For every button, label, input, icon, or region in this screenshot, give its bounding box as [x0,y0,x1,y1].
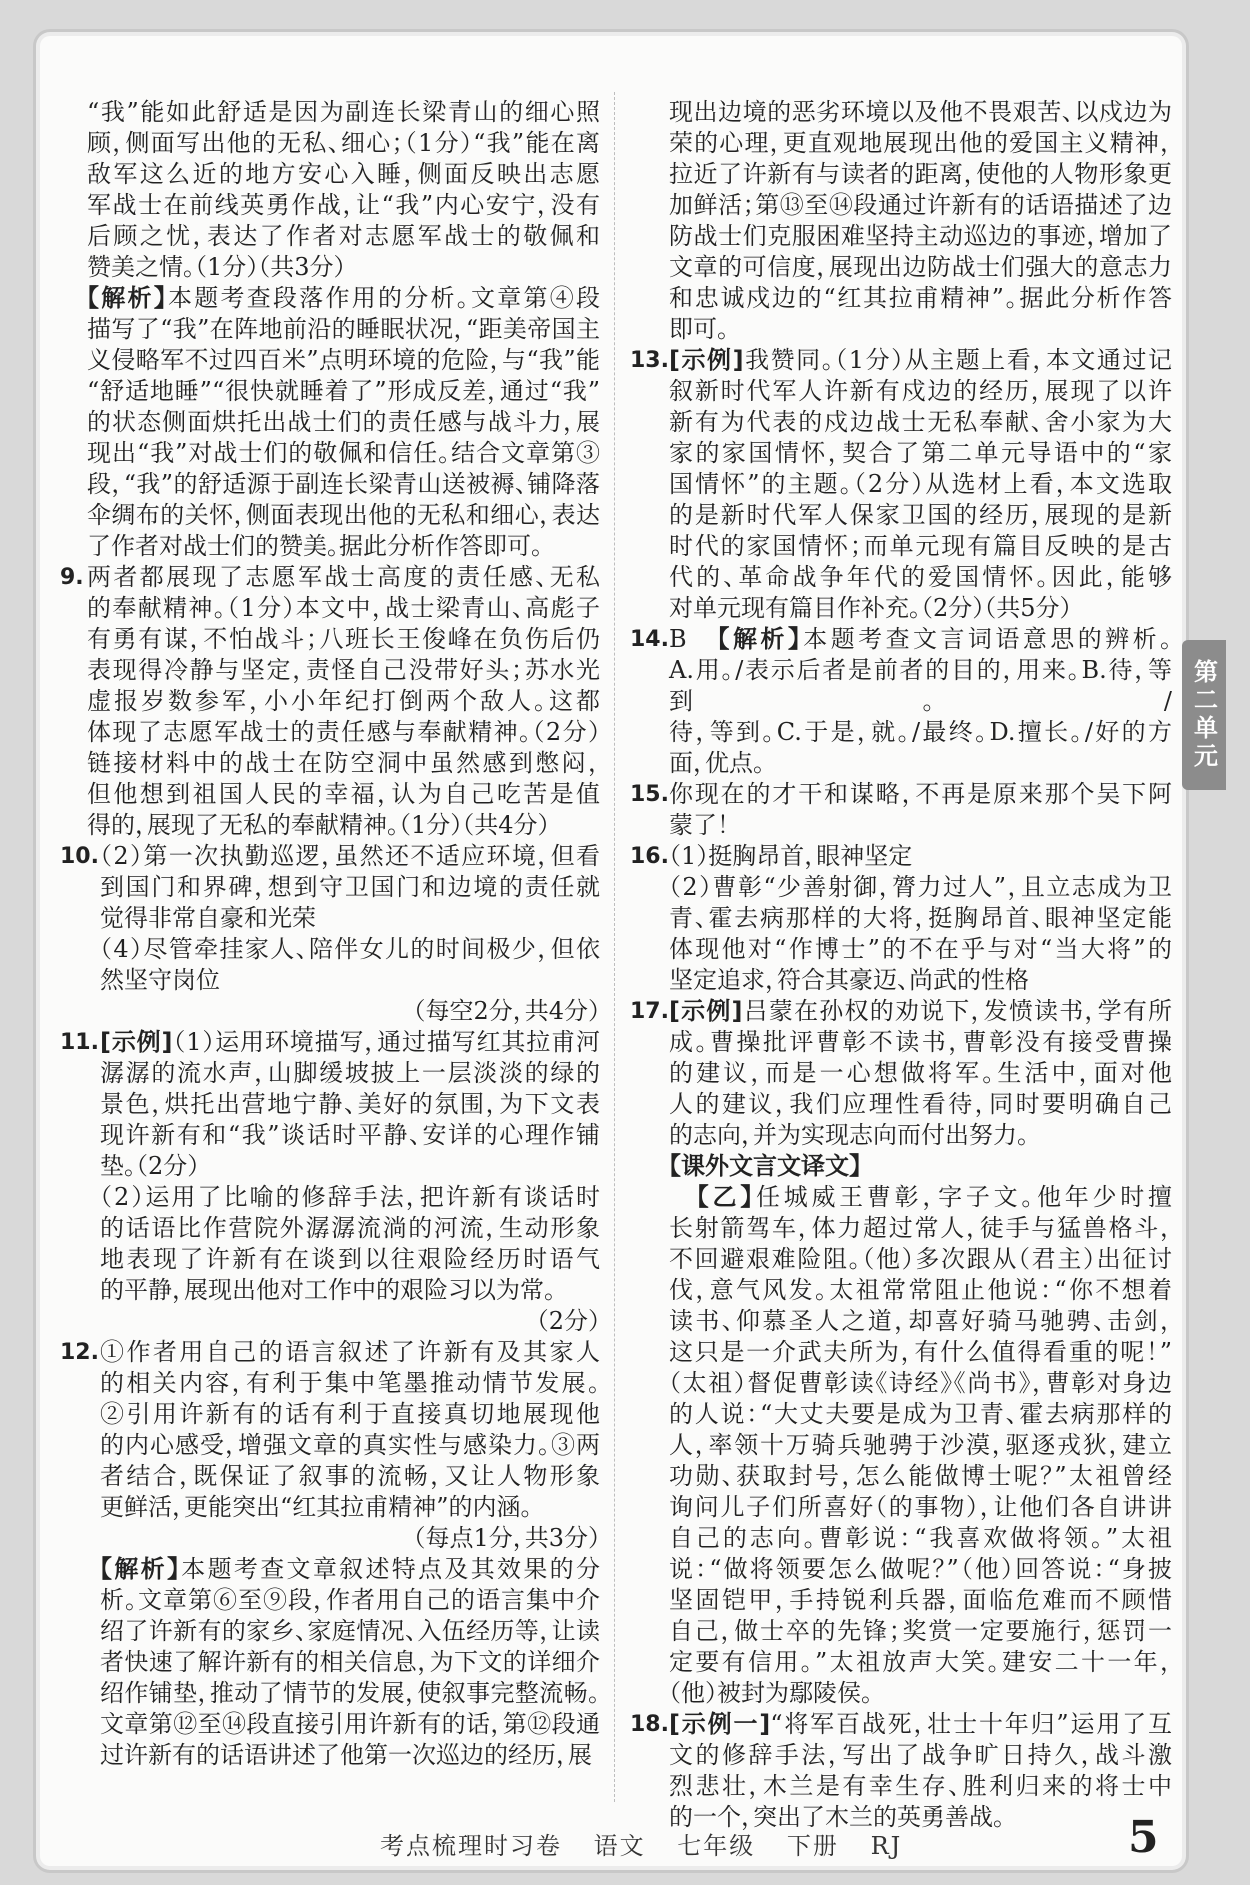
text-line [87,624,600,655]
line-text: 长射箭驾车，体力超过常人，徒手与猛兽格斗， [669,1214,1172,1242]
bold-label: [示例] [100,1028,173,1056]
line-text: 自己，做士卒的先锋；奖赏一定要施行，惩罚一 [669,1617,1172,1645]
text-line [669,1275,1172,1306]
text-line [87,748,600,779]
line-text: 叙新时代军人许新有戍边的经历，展现了以许 [669,377,1172,405]
line-text: A.用。/表示后者是前者的目的，用来。B.待，等到。/ [669,656,1172,715]
text-line [669,655,1172,717]
question-number: 17. [630,999,669,1024]
text-line [87,438,600,469]
line-text: 的相关内容，有利于集中笔墨推动情节发展。 [100,1369,600,1397]
text-line [87,190,600,221]
footer-edition: RJ [870,1832,903,1860]
text-line [669,345,1172,376]
line-text: 了作者对战士们的赞美。据此分析作答即可。 [87,532,543,560]
line-text: 的人说：“大丈夫要是成为卫青、霍去病那样的 [669,1400,1172,1428]
text-line [87,686,600,717]
line-text: 加鲜活；第⑬至⑭段通过许新有的话语描述了边 [669,191,1172,219]
text-line [669,1120,1172,1151]
line-text: 功勋、获取封号，怎么能做博士呢？”太祖曾经 [669,1462,1172,1490]
question-number: 14. [630,627,669,652]
text-line [669,748,1172,779]
text-line [669,221,1172,252]
line-text: 烈悲壮，木兰是有幸生存、胜利归来的将士中 [669,1772,1172,1800]
line-text: （每空2分，共4分） [413,997,600,1025]
line-text: 新有为代表的戍边战士无私奉献、舍小家为大 [669,408,1172,436]
text-line [669,314,1172,345]
text-line [669,1368,1172,1399]
answer-paragraph [87,562,600,841]
line-text: 地表现了许新有在谈到以往艰险经历时语气 [100,1245,600,1273]
line-text: 不回避艰难险阻。（他）多次跟从（君主）出征讨 [669,1245,1172,1273]
line-text: 到国门和界碑，想到守卫国门和边境的责任就 [100,873,600,901]
footer-grade: 七年级 [677,1832,756,1860]
line-text: （1）挺胸昂首，眼神坚定 [669,842,913,870]
answer-item [630,624,1172,779]
answer-item [630,996,1172,1709]
answer-paragraph [669,1151,1172,1182]
line-text: 潺潺的流水声，山脚缓坡披上一层淡淡的绿的 [100,1059,600,1087]
line-text: 的一个，突出了木兰的英勇善战。 [669,1803,1005,1831]
bold-label: [示例] [669,997,743,1025]
line-text: 本题考查文言词语意思的辨析。 [803,625,1173,653]
text-line [87,717,600,748]
line-text: 得的，展现了无私的奉献精神。（1分）（共4分） [87,811,550,839]
text-line [100,1647,600,1678]
line-text: ①作者用自己的语言叙述了许新有及其家人 [100,1338,600,1366]
answer-paragraph [100,1337,600,1523]
question-number: 10. [60,844,99,869]
text-line [87,376,600,407]
line-text: 军战士在前线英勇作战，让“我”内心安宁，没有 [87,191,600,219]
text-line [669,500,1172,531]
text-line [100,1368,600,1399]
text-line [100,1213,600,1244]
line-text: 待，等到。C.于是，就。/最终。D.擅长。/好的方 [669,718,1172,746]
answer-paragraph [669,624,1172,779]
line-text: 绍了许新有的家乡、家庭情况、入伍经历等，让读 [100,1617,600,1645]
text-line [669,1306,1172,1337]
text-line [669,965,1172,996]
line-text: （1）运用环境描写，通过描写红其拉甫河 [172,1028,600,1056]
bold-label: 【解析】 [717,625,804,653]
text-line [87,655,600,686]
text-line [669,1151,1172,1182]
line-text: 自己的志向。曹彰说：“我喜欢做将领。”太祖 [669,1524,1172,1552]
line-text: 人的建议，我们应理性看待，同时要明确自己 [669,1090,1172,1118]
text-line [669,1585,1172,1616]
line-text: 询问儿子们所喜好（的事物），让他们各自讲讲 [669,1493,1172,1521]
left-column [60,97,600,1771]
text-line [100,903,600,934]
unit-tab: 第二单元 [1182,640,1226,790]
line-text: 代的、革命战争年代的爱国情怀。因此，能够 [669,563,1172,591]
text-line [87,779,600,810]
text-line [669,1399,1172,1430]
line-text: 文的修辞手法，写出了战争旷日持久，战斗激 [669,1741,1172,1769]
text-line [87,128,600,159]
answer-paragraph [669,1182,1172,1709]
text-line [669,562,1172,593]
line-text: 敌军这么近的地方安心入睡，侧面反映出志愿 [87,160,600,188]
answer-paragraph [100,1182,600,1306]
line-text: 坚定追求，符合其豪迈、尚武的性格 [669,966,1029,994]
line-text: （2）曹彰“少善射御，膂力过人”，且立志成为卫 [669,873,1172,901]
line-text: 景色，烘托出营地宁静、美好的氛围，为下文表 [100,1090,600,1118]
text-line [669,1709,1172,1740]
line-text: 防战士们克服困难坚持主动巡边的事迹，增加了 [669,222,1172,250]
column-divider [614,92,615,1802]
line-text: 义侵略军不过四百米”点明环境的危险，与“我”能 [87,346,600,374]
text-line [100,1740,600,1771]
text-line [669,1523,1172,1554]
line-text: 链接材料中的战士在防空洞中虽然感到憋闷， [87,749,600,777]
line-text: 的建议，而是一心想做将军。生活中，面对他 [669,1059,1172,1087]
text-line [87,221,600,252]
line-text: ②引用许新有的话有利于直接真切地展现他 [100,1400,600,1428]
line-text: （2）第一次执勤巡逻，虽然还不适应环境，但看 [100,842,600,870]
line-text: 说：“做将领要怎么做呢？”（他）回答说：“身披 [669,1555,1172,1583]
line-text: 面，优点。 [669,749,765,777]
text-line [669,97,1172,128]
line-text: 时代的家国情怀；而单元现有篇目反映的是古 [669,532,1172,560]
bold-label: 【解析】 [87,284,168,312]
text-line [669,1089,1172,1120]
text-line [100,841,600,872]
text-line [669,1492,1172,1523]
line-text: 的奉献精神。（1分）本文中，战士梁青山、高彪子 [87,594,600,622]
line-text: 伐，意气风发。太祖常常阻止他说：“你不想着 [669,1276,1172,1304]
line-text: 文章的可信度，展现出边防战士们强大的意志力 [669,253,1172,281]
answer-paragraph [100,1554,600,1771]
answer-continuation [60,97,600,562]
line-text: 现许新有和“我”谈话时平静、安详的心理作铺 [100,1121,600,1149]
text-line [669,159,1172,190]
text-line [669,810,1172,841]
line-text: “将军百战死，壮士十年归”运用了互 [770,1710,1173,1738]
answer-paragraph [100,841,600,934]
answer-item [60,1337,600,1771]
text-line [669,190,1172,221]
answer-paragraph [669,841,1172,872]
text-line [87,562,600,593]
line-text: 体现了志愿军战士的责任感与奉献精神。（2分） [87,718,600,746]
line-text: 两者都展现了志愿军战士高度的责任感、无私 [87,563,600,591]
text-line [100,1027,600,1058]
line-text: 虚报岁数参军，小小年纪打倒两个敌人。这都 [87,687,600,715]
line-text: 现出“我”对战士们的敬佩和信任。结合文章第③ [87,439,600,467]
line-text: 赞美之情。（1分）（共3分） [87,253,346,281]
answer-paragraph [100,1027,600,1182]
answer-continuation [630,97,1172,345]
line-text: 你现在的才干和谋略，不再是原来那个吴下阿 [669,780,1172,808]
text-line [669,438,1172,469]
text-line [100,1554,600,1585]
line-text: 青、霍去病那样的大将，挺胸昂首、眼神坚定能 [669,904,1172,932]
text-line [100,1244,600,1275]
text-line [669,1616,1172,1647]
answer-item [60,841,600,1027]
page-number: 5 [1128,1812,1159,1863]
line-text: 的内心感受，增强文章的真实性与感染力。③两 [100,1431,600,1459]
line-text: 的话语比作营院外潺潺流淌的河流，生动形象 [100,1214,600,1242]
text-line [669,531,1172,562]
text-line [100,1306,600,1337]
line-text: 坚固铠甲，手持锐利兵器，面临危难而不顾惜 [669,1586,1172,1614]
footer-book: 考点梳理时习卷 [380,1832,562,1860]
line-text: 家的家国情怀，契合了第二单元导语中的“家 [669,439,1172,467]
line-text: 对单元现有篇目作补充。（2分）（共5分） [669,594,1072,622]
text-line [100,1678,600,1709]
question-number: 15. [630,782,669,807]
footer-subject: 语文 [593,1832,646,1860]
line-text: 成。曹操批评曹彰不读书，曹彰没有接受曹操 [669,1028,1172,1056]
line-text: 拉近了许新有与读者的距离，使他的人物形象更 [669,160,1172,188]
line-text: 者快速了解许新有的相关信息，为下文的详细介 [100,1648,600,1676]
text-line [669,996,1172,1027]
text-line [87,283,600,314]
text-line [87,810,600,841]
line-text: 后顾之忧，表达了作者对志愿军战士的敬佩和 [87,222,600,250]
answer-paragraph [669,996,1172,1151]
text-line [669,903,1172,934]
footer-volume: 下册 [786,1832,839,1860]
text-line [87,593,600,624]
text-line [669,469,1172,500]
bold-label: [示例一] [669,1710,771,1738]
text-line [100,1089,600,1120]
answer-paragraph [100,934,600,996]
line-prefix: B [669,625,718,653]
line-text: 者结合，既保证了叙事的流畅，又让人物形象 [100,1462,600,1490]
bold-label: 【乙】 [696,1183,756,1211]
line-text: “我”能如此舒适是因为副连长梁青山的细心照 [87,98,600,126]
text-line [87,252,600,283]
answer-item [60,1027,600,1337]
answer-paragraph [87,283,600,562]
answer-paragraph [669,1709,1172,1833]
text-line [100,1585,600,1616]
line-text: “舒适地睡”“很快就睡着了”形成反差，通过“我” [87,377,600,405]
text-line [100,1182,600,1213]
text-line [100,934,600,965]
text-line [100,1430,600,1461]
text-line [87,407,600,438]
line-text: （他）被封为鄢陵侯。 [669,1679,873,1707]
line-prefix [669,1183,697,1211]
text-line [669,1058,1172,1089]
text-line [100,1151,600,1182]
line-text: 人，率领十万骑兵驰骋于沙漠，驱逐戎狄，建立 [669,1431,1172,1459]
text-line [669,128,1172,159]
right-column [630,97,1172,1833]
line-text: 和忠诚戍边的“红其拉甫精神”。据此分析作答 [669,284,1172,312]
question-number: 13. [630,348,669,373]
line-text: 国情怀”的主题。（2分）从选材上看，本文选取 [669,470,1172,498]
text-line [100,1461,600,1492]
answer-paragraph [669,779,1172,841]
bold-label: 【课外文言文译文】 [669,1152,861,1180]
line-text: 我赞同。（1分）从主题上看，本文通过记 [743,346,1172,374]
bold-label: [示例] [669,346,744,374]
text-line [669,1027,1172,1058]
answer-item [60,562,600,841]
text-line [669,1771,1172,1802]
line-text: 定要有信用。”太祖放声大笑。建安二十一年， [669,1648,1172,1676]
line-text: 这只是一介武夫所为，有什么值得看重的呢！” [669,1338,1172,1366]
line-text: 蒙了！ [669,811,729,839]
line-text: 现出边境的恶劣环境以及他不畏艰苦、以戍边为 [669,98,1172,126]
text-line [669,376,1172,407]
line-text: （4）尽管牵挂家人、陪伴女儿的时间极少，但依 [100,935,600,963]
text-line [669,1430,1172,1461]
text-line [100,1120,600,1151]
text-line [669,841,1172,872]
line-text: 然坚守岗位 [100,966,220,994]
line-text: 析。文章第⑥至⑨段，作者用自己的语言集中介 [100,1586,600,1614]
text-line [100,872,600,903]
bold-label: 【解析】 [100,1555,182,1583]
line-text: （每点1分，共3分） [413,1524,600,1552]
text-line [100,1275,600,1306]
line-text: 绍作铺垫，推动了情节的发展，使叙事完整流畅。 [100,1679,600,1707]
line-text: （2）运用了比喻的修辞手法，把许新有谈话时 [100,1183,600,1211]
text-line [100,1523,600,1554]
text-line [669,1461,1172,1492]
text-line [87,531,600,562]
line-text: 有勇有谋，不怕战斗；八班长王俊峰在负伤后仍 [87,625,600,653]
question-number: 18. [630,1712,669,1737]
answer-paragraph [669,97,1172,345]
answer-paragraph [669,872,1172,996]
line-text: （2分） [536,1307,600,1335]
text-line [100,1399,600,1430]
line-text: 本题考查段落作用的分析。文章第④段 [168,284,600,312]
line-text: 文章第⑫至⑭段直接引用许新有的话，第⑫段通 [100,1710,600,1738]
text-line [669,1213,1172,1244]
score-note [100,996,600,1027]
line-text: 的平静，展现出他对工作中的艰险习以为常。 [100,1276,556,1304]
line-text: 荣的心理，更直观地展现出他的爱国主义精神， [669,129,1172,157]
line-text: 顾，侧面写出他的无私、细心；（1分）“我”能在离 [87,129,600,157]
text-line [100,965,600,996]
text-line [87,500,600,531]
text-line [669,872,1172,903]
text-line [669,624,1172,655]
line-text: 过许新有的话语讲述了他第一次巡边的经历，展 [100,1741,592,1769]
answer-item [630,345,1172,624]
line-text: （太祖）督促曹彰读《诗经》《尚书》，曹彰对身边 [669,1369,1172,1397]
text-line [100,1337,600,1368]
question-number: 16. [630,844,669,869]
score-note [100,1306,600,1337]
text-line [669,779,1172,810]
line-text: 表现得冷静与坚定，责怪自己没带好头；苏水光 [87,656,600,684]
text-line [87,314,600,345]
text-line [669,1740,1172,1771]
text-line [669,1647,1172,1678]
text-line [100,1492,600,1523]
line-text: 觉得非常自豪和光荣 [100,904,316,932]
line-text: 伞绸布的关怀，侧面表现出他的无私和细心，表达 [87,501,600,529]
line-text: 即可。 [669,315,729,343]
line-text: 吕蒙在孙权的劝说下，发愤读书，学有所 [742,997,1173,1025]
text-line [669,934,1172,965]
answer-item [630,841,1172,996]
text-line [87,469,600,500]
answer-paragraph [87,97,600,283]
line-text: 更鲜活，更能突出“红其拉甫精神”的内涵。 [100,1493,533,1521]
text-line [669,407,1172,438]
line-text: 段，“我”的舒适源于副连长梁青山送被褥、铺降落 [87,470,600,498]
text-line [87,345,600,376]
line-text: 但他想到祖国人民的幸福，认为自己吃苦是值 [87,780,600,808]
line-text: 描写了“我”在阵地前沿的睡眠状况，“距美帝国主 [87,315,600,343]
text-line [669,1554,1172,1585]
answer-paragraph [669,345,1172,624]
line-text: 体现他对“作博士”的不在乎与对“当大将”的 [669,935,1172,963]
text-line [669,1182,1172,1213]
line-text: 的志向，并为实现志向而付出努力。 [669,1121,1029,1149]
text-line [669,1678,1172,1709]
text-line [100,1616,600,1647]
text-line [669,1244,1172,1275]
question-number: 9. [60,565,84,590]
question-number: 12. [60,1340,99,1365]
text-line [669,1337,1172,1368]
line-text: 的是新时代军人保家卫国的经历，展现的是新 [669,501,1172,529]
text-line [669,283,1172,314]
text-line [87,159,600,190]
text-line [100,1709,600,1740]
answer-item [630,1709,1172,1833]
question-number: 11. [60,1030,99,1055]
answer-item [630,779,1172,841]
line-text: 任城威王曹彰，字子文。他年少时擅 [755,1183,1173,1211]
text-line [100,996,600,1027]
line-text: 垫。（2分） [100,1152,200,1180]
line-text: 的状态侧面烘托出战士们的责任感与战斗力，展 [87,408,600,436]
text-line [100,1058,600,1089]
text-line [669,717,1172,748]
footer [380,1826,924,1861]
text-line [669,252,1172,283]
score-note [100,1523,600,1554]
line-text: 本题考查文章叙述特点及其效果的分 [181,1555,601,1583]
text-line [87,97,600,128]
line-text: 读书、仰慕圣人之道，却喜好骑马驰骋、击剑， [669,1307,1172,1335]
text-line [669,593,1172,624]
